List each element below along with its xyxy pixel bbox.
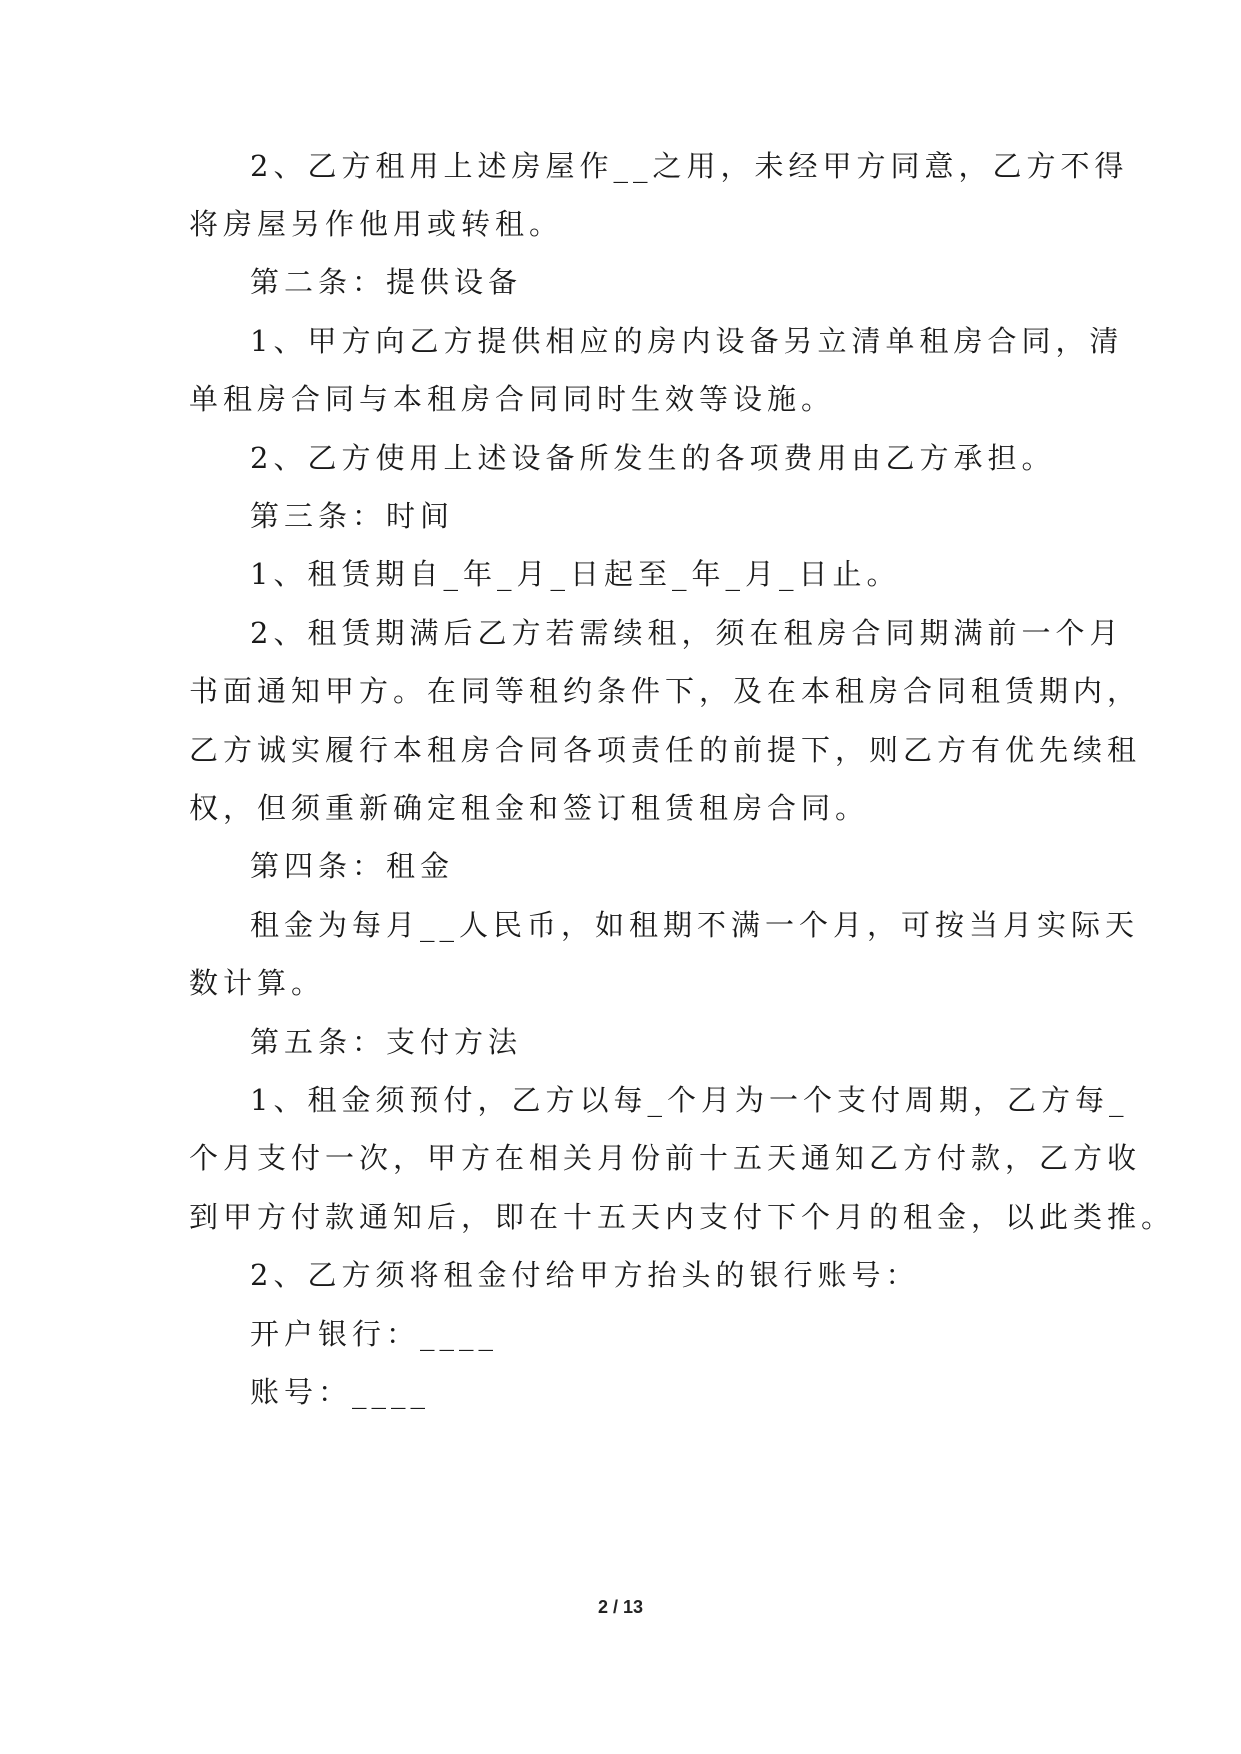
article-2-item-2: 2、乙方使用上述设备所发生的各项费用由乙方承担。: [250, 441, 1056, 475]
article-3-item-2-line-1: 2、租赁期满后乙方若需续租，须在租房合同期满前一个月: [250, 616, 1124, 650]
article-3-heading: 第三条：时间: [250, 499, 455, 533]
article-2-heading: 第二条：提供设备: [250, 265, 523, 299]
article-4-heading: 第四条：租金: [250, 849, 455, 883]
page-number: 2 / 13: [597, 1597, 644, 1617]
article-5-item-1-line-1: 1、租金须预付，乙方以每_个月为一个支付周期，乙方每_: [250, 1083, 1129, 1117]
article-5-item-2: 2、乙方须将租金付给甲方抬头的银行账号：: [250, 1258, 920, 1292]
article-3-item-2-line-4: 权，但须重新确定租金和签订租赁租房合同。: [189, 791, 870, 825]
article-5-heading: 第五条：支付方法: [250, 1025, 523, 1059]
article-3-item-2-line-3: 乙方诚实履行本租房合同各项责任的前提下，则乙方有优先续租: [189, 733, 1142, 767]
article-4-body-line-1: 租金为每月__人民币，如租期不满一个月，可按当月实际天: [250, 908, 1140, 942]
account-number-field: 账号：____: [250, 1375, 431, 1409]
article-3-item-1: 1、租赁期自_年_月_日起至_年_月_日止。: [250, 557, 901, 591]
article-2-item-1-line-2: 单租房合同与本租房合同同时生效等设施。: [189, 382, 836, 416]
article-5-item-1-line-3: 到甲方付款通知后，即在十五天内支付下个月的租金，以此类推。: [189, 1200, 1176, 1234]
bank-name-field: 开户银行：____: [250, 1317, 499, 1351]
para-2-usage-line-2: 将房屋另作他用或转租。: [189, 207, 564, 241]
article-2-item-1-line-1: 1、甲方向乙方提供相应的房内设备另立清单租房合同，清: [250, 324, 1124, 358]
article-5-item-1-line-2: 个月支付一次，甲方在相关月份前十五天通知乙方付款，乙方收: [189, 1141, 1142, 1175]
para-2-usage-line-1: 2、乙方租用上述房屋作__之用，未经甲方同意，乙方不得: [250, 149, 1129, 183]
article-3-item-2-line-2: 书面通知甲方。在同等租约条件下，及在本租房合同租赁期内，: [189, 674, 1142, 708]
article-4-body-line-2: 数计算。: [189, 966, 326, 1000]
